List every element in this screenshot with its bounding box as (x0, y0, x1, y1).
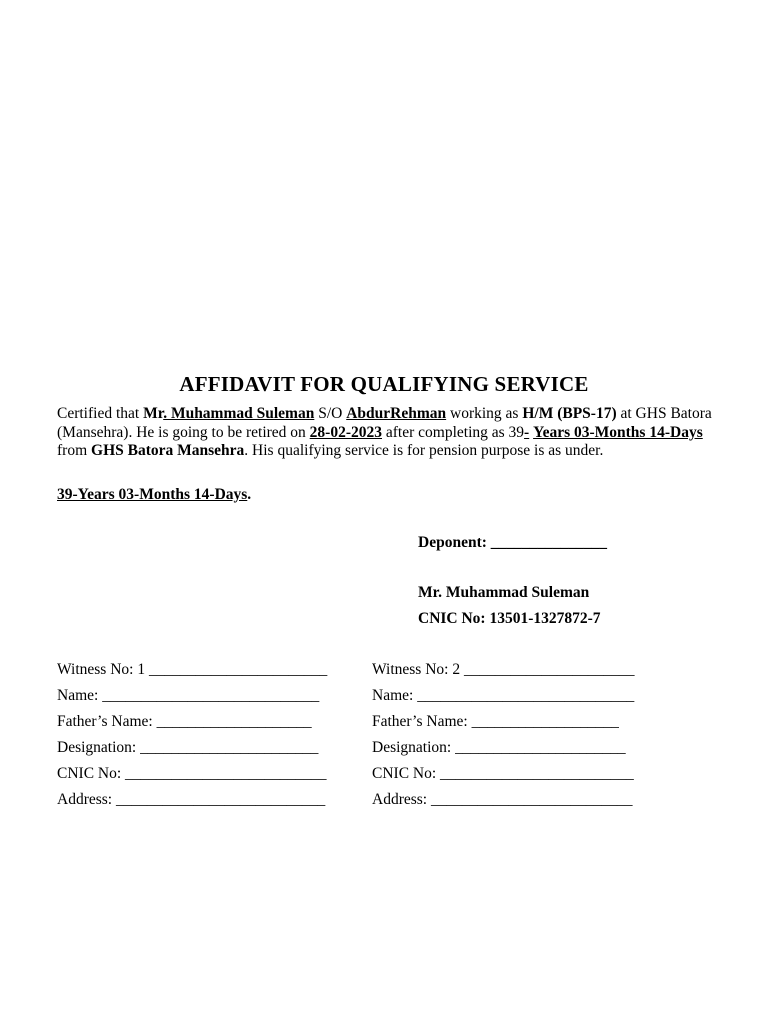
deponent-name-inline: . Muhammad Suleman (163, 405, 315, 422)
tail-text: . His qualifying service is for pension purpose is as under. (244, 442, 604, 459)
after-text: after completing as 39 (382, 423, 525, 441)
father-name-inline: AbdurRehman (346, 405, 447, 422)
so-text: S/O (314, 405, 347, 422)
designation-inline: H/M (BPS-17) (522, 405, 617, 422)
summary-underlined: 39-Years 03-Months 14-Days (57, 486, 248, 503)
dash-text: - (524, 423, 530, 441)
witness-1-cnic: CNIC No: __________________________ (57, 765, 327, 782)
service-summary (57, 486, 251, 504)
document-title: AFFIDAVIT FOR QUALIFYING SERVICE (179, 372, 589, 396)
certification-paragraph (57, 405, 717, 461)
witness-2-label: Witness No: 2 ______________________ (372, 661, 635, 678)
witness-2-father: Father’s Name: ___________________ (372, 713, 619, 730)
witness-2-block (372, 661, 682, 817)
service-span: Years 03-Months 14-Days (533, 423, 703, 441)
witness-1-address: Address: ___________________________ (57, 791, 326, 808)
working-as-text: working as (446, 405, 523, 422)
witness-1-block (57, 661, 367, 817)
summary-period: . (247, 486, 252, 503)
witness-2-designation: Designation: ______________________ (372, 739, 626, 756)
witness-1-father: Father’s Name: ____________________ (57, 713, 312, 730)
school-name: GHS Batora Mansehra (91, 442, 245, 459)
location-text: at GHS Batora (Mansehra). He is going to be retired on (57, 405, 712, 441)
witness-1-name: Name: ____________________________ (57, 687, 320, 704)
deponent-signature-line: Deponent: _______________ (418, 534, 608, 551)
name-prefix: Mr (143, 405, 164, 422)
witness-1-designation: Designation: _______________________ (57, 739, 319, 756)
from-text: from (57, 442, 92, 459)
witness-1-label: Witness No: 1 _______________________ (57, 661, 328, 678)
witness-2-address: Address: __________________________ (372, 791, 633, 808)
certified-that-text: Certified that (57, 405, 144, 422)
deponent-name: Mr. Muhammad Suleman (418, 584, 590, 601)
retire-date: 28-02-2023 (309, 423, 382, 441)
witness-2-name: Name: ____________________________ (372, 687, 635, 704)
witness-2-cnic: CNIC No: _________________________ (372, 765, 634, 782)
deponent-cnic: CNIC No: 13501-1327872-7 (418, 610, 601, 627)
